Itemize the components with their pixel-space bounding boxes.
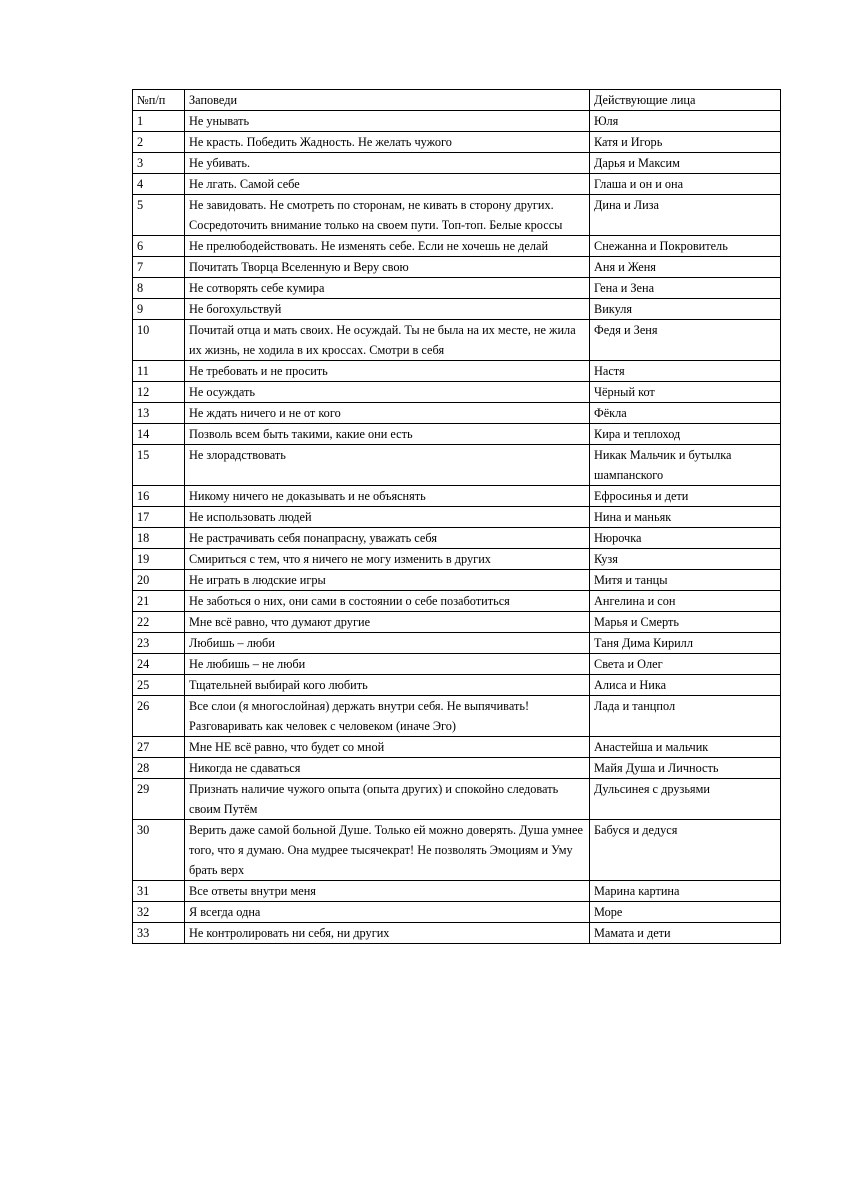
row-characters: Марья и Смерть <box>590 612 781 633</box>
row-characters: Ефросинья и дети <box>590 486 781 507</box>
table-row <box>133 737 781 758</box>
table-row <box>133 361 781 382</box>
row-characters: Викуля <box>590 299 781 320</box>
table-row <box>133 195 781 236</box>
row-commandment: Не заботься о них, они сами в состоянии о себе позаботиться <box>185 591 590 612</box>
row-number: 13 <box>133 403 185 424</box>
table-row <box>133 675 781 696</box>
row-number: 22 <box>133 612 185 633</box>
row-characters: Ангелина и сон <box>590 591 781 612</box>
row-number: 32 <box>133 902 185 923</box>
row-commandment: Не играть в людские игры <box>185 570 590 591</box>
table-body <box>133 111 781 944</box>
row-number: 7 <box>133 257 185 278</box>
table-row <box>133 654 781 675</box>
table-row <box>133 111 781 132</box>
row-commandment: Не лгать. Самой себе <box>185 174 590 195</box>
row-number: 29 <box>133 779 185 820</box>
row-commandment: Не требовать и не просить <box>185 361 590 382</box>
row-characters: Марина картина <box>590 881 781 902</box>
row-commandment: Я всегда одна <box>185 902 590 923</box>
row-commandment: Позволь всем быть такими, какие они есть <box>185 424 590 445</box>
row-characters: Мамата и дети <box>590 923 781 944</box>
header-commandments: Заповеди <box>185 90 590 111</box>
row-commandment: Никому ничего не доказывать и не объяснять <box>185 486 590 507</box>
table-row <box>133 507 781 528</box>
row-number: 16 <box>133 486 185 507</box>
row-number: 11 <box>133 361 185 382</box>
row-characters: Кузя <box>590 549 781 570</box>
table-row <box>133 779 781 820</box>
row-number: 31 <box>133 881 185 902</box>
row-number: 8 <box>133 278 185 299</box>
row-number: 15 <box>133 445 185 486</box>
row-characters: Фёкла <box>590 403 781 424</box>
row-commandment: Не унывать <box>185 111 590 132</box>
row-characters: Снежанна и Покровитель <box>590 236 781 257</box>
row-commandment: Почитай отца и мать своих. Не осуждай. Ты не была на их месте, не жила их жизнь, не ходила в их кроссах. Смотри в себя <box>185 320 590 361</box>
table-row <box>133 486 781 507</box>
row-commandment: Не злорадствовать <box>185 445 590 486</box>
header-row <box>133 90 781 111</box>
row-commandment: Никогда не сдаваться <box>185 758 590 779</box>
table-row <box>133 591 781 612</box>
row-number: 33 <box>133 923 185 944</box>
row-number: 10 <box>133 320 185 361</box>
row-characters: Гена и Зена <box>590 278 781 299</box>
row-number: 21 <box>133 591 185 612</box>
table-row <box>133 257 781 278</box>
row-commandment: Смириться с тем, что я ничего не могу изменить в других <box>185 549 590 570</box>
row-characters: Море <box>590 902 781 923</box>
table-row <box>133 153 781 174</box>
row-commandment: Не контролировать ни себя, ни других <box>185 923 590 944</box>
row-characters: Алиса и Ника <box>590 675 781 696</box>
table-row <box>133 549 781 570</box>
row-number: 25 <box>133 675 185 696</box>
row-characters: Дина и Лиза <box>590 195 781 236</box>
table-row <box>133 424 781 445</box>
table-row <box>133 382 781 403</box>
row-number: 3 <box>133 153 185 174</box>
table-row <box>133 633 781 654</box>
row-number: 9 <box>133 299 185 320</box>
table-row <box>133 820 781 881</box>
row-commandment: Не сотворять себе кумира <box>185 278 590 299</box>
row-characters: Никак Мальчик и бутылка шампанского <box>590 445 781 486</box>
row-commandment: Признать наличие чужого опыта (опыта других) и спокойно следовать своим Путём <box>185 779 590 820</box>
header-number: №п/п <box>133 90 185 111</box>
row-commandment: Не завидовать. Не смотреть по сторонам, не кивать в сторону других. Сосредоточить внимание только на своем пути. Топ-топ. Белые кроссы <box>185 195 590 236</box>
row-characters: Света и Олег <box>590 654 781 675</box>
row-characters: Чёрный кот <box>590 382 781 403</box>
table-row <box>133 278 781 299</box>
row-characters: Аня и Женя <box>590 257 781 278</box>
row-characters: Лада и танцпол <box>590 696 781 737</box>
row-commandment: Не ждать ничего и не от кого <box>185 403 590 424</box>
row-commandment: Мне НЕ всё равно, что будет со мной <box>185 737 590 758</box>
table-row <box>133 132 781 153</box>
row-characters: Дарья и Максим <box>590 153 781 174</box>
row-commandment: Не растрачивать себя понапрасну, уважать себя <box>185 528 590 549</box>
row-number: 12 <box>133 382 185 403</box>
row-characters: Нина и маньяк <box>590 507 781 528</box>
table-row <box>133 236 781 257</box>
row-characters: Катя и Игорь <box>590 132 781 153</box>
row-number: 2 <box>133 132 185 153</box>
table-row <box>133 528 781 549</box>
row-number: 23 <box>133 633 185 654</box>
row-characters: Митя и танцы <box>590 570 781 591</box>
row-characters: Нюрочка <box>590 528 781 549</box>
table-row <box>133 923 781 944</box>
table-row <box>133 174 781 195</box>
row-characters: Анастейша и мальчик <box>590 737 781 758</box>
commandments-table <box>132 89 781 944</box>
row-number: 17 <box>133 507 185 528</box>
table-row <box>133 299 781 320</box>
row-characters: Кира и теплоход <box>590 424 781 445</box>
row-commandment: Не убивать. <box>185 153 590 174</box>
row-number: 20 <box>133 570 185 591</box>
row-commandment: Не использовать людей <box>185 507 590 528</box>
row-number: 24 <box>133 654 185 675</box>
row-characters: Таня Дима Кирилл <box>590 633 781 654</box>
row-commandment: Любишь – люби <box>185 633 590 654</box>
table-row <box>133 696 781 737</box>
row-number: 30 <box>133 820 185 881</box>
table-row <box>133 881 781 902</box>
header-characters: Действующие лица <box>590 90 781 111</box>
row-commandment: Не богохульствуй <box>185 299 590 320</box>
row-commandment: Не прелюбодействовать. Не изменять себе. Если не хочешь не делай <box>185 236 590 257</box>
row-commandment: Мне всё равно, что думают другие <box>185 612 590 633</box>
row-number: 1 <box>133 111 185 132</box>
row-characters: Юля <box>590 111 781 132</box>
row-commandment: Все слои (я многослойная) держать внутри себя. Не выпячивать! Разговаривать как человек с человеком (иначе Эго) <box>185 696 590 737</box>
row-commandment: Не осуждать <box>185 382 590 403</box>
row-number: 4 <box>133 174 185 195</box>
table-row <box>133 320 781 361</box>
table-row <box>133 445 781 486</box>
row-number: 27 <box>133 737 185 758</box>
row-number: 18 <box>133 528 185 549</box>
table-row <box>133 570 781 591</box>
row-commandment: Не красть. Победить Жадность. Не желать чужого <box>185 132 590 153</box>
row-characters: Глаша и он и она <box>590 174 781 195</box>
row-characters: Дульсинея с друзьями <box>590 779 781 820</box>
row-number: 6 <box>133 236 185 257</box>
table-row <box>133 612 781 633</box>
row-commandment: Тщательней выбирай кого любить <box>185 675 590 696</box>
table-row <box>133 902 781 923</box>
row-number: 14 <box>133 424 185 445</box>
row-characters: Майя Душа и Личность <box>590 758 781 779</box>
row-number: 28 <box>133 758 185 779</box>
row-characters: Настя <box>590 361 781 382</box>
table-row <box>133 403 781 424</box>
row-commandment: Не любишь – не люби <box>185 654 590 675</box>
row-commandment: Почитать Творца Вселенную и Веру свою <box>185 257 590 278</box>
table-row <box>133 758 781 779</box>
row-number: 5 <box>133 195 185 236</box>
row-characters: Федя и Зеня <box>590 320 781 361</box>
row-number: 19 <box>133 549 185 570</box>
row-commandment: Все ответы внутри меня <box>185 881 590 902</box>
row-commandment: Верить даже самой больной Душе. Только ей можно доверять. Душа умнее того, что я думаю. Она мудрее тысячекрат! Не позволять Эмоциям и Уму брать верх <box>185 820 590 881</box>
row-characters: Бабуся и дедуся <box>590 820 781 881</box>
row-number: 26 <box>133 696 185 737</box>
